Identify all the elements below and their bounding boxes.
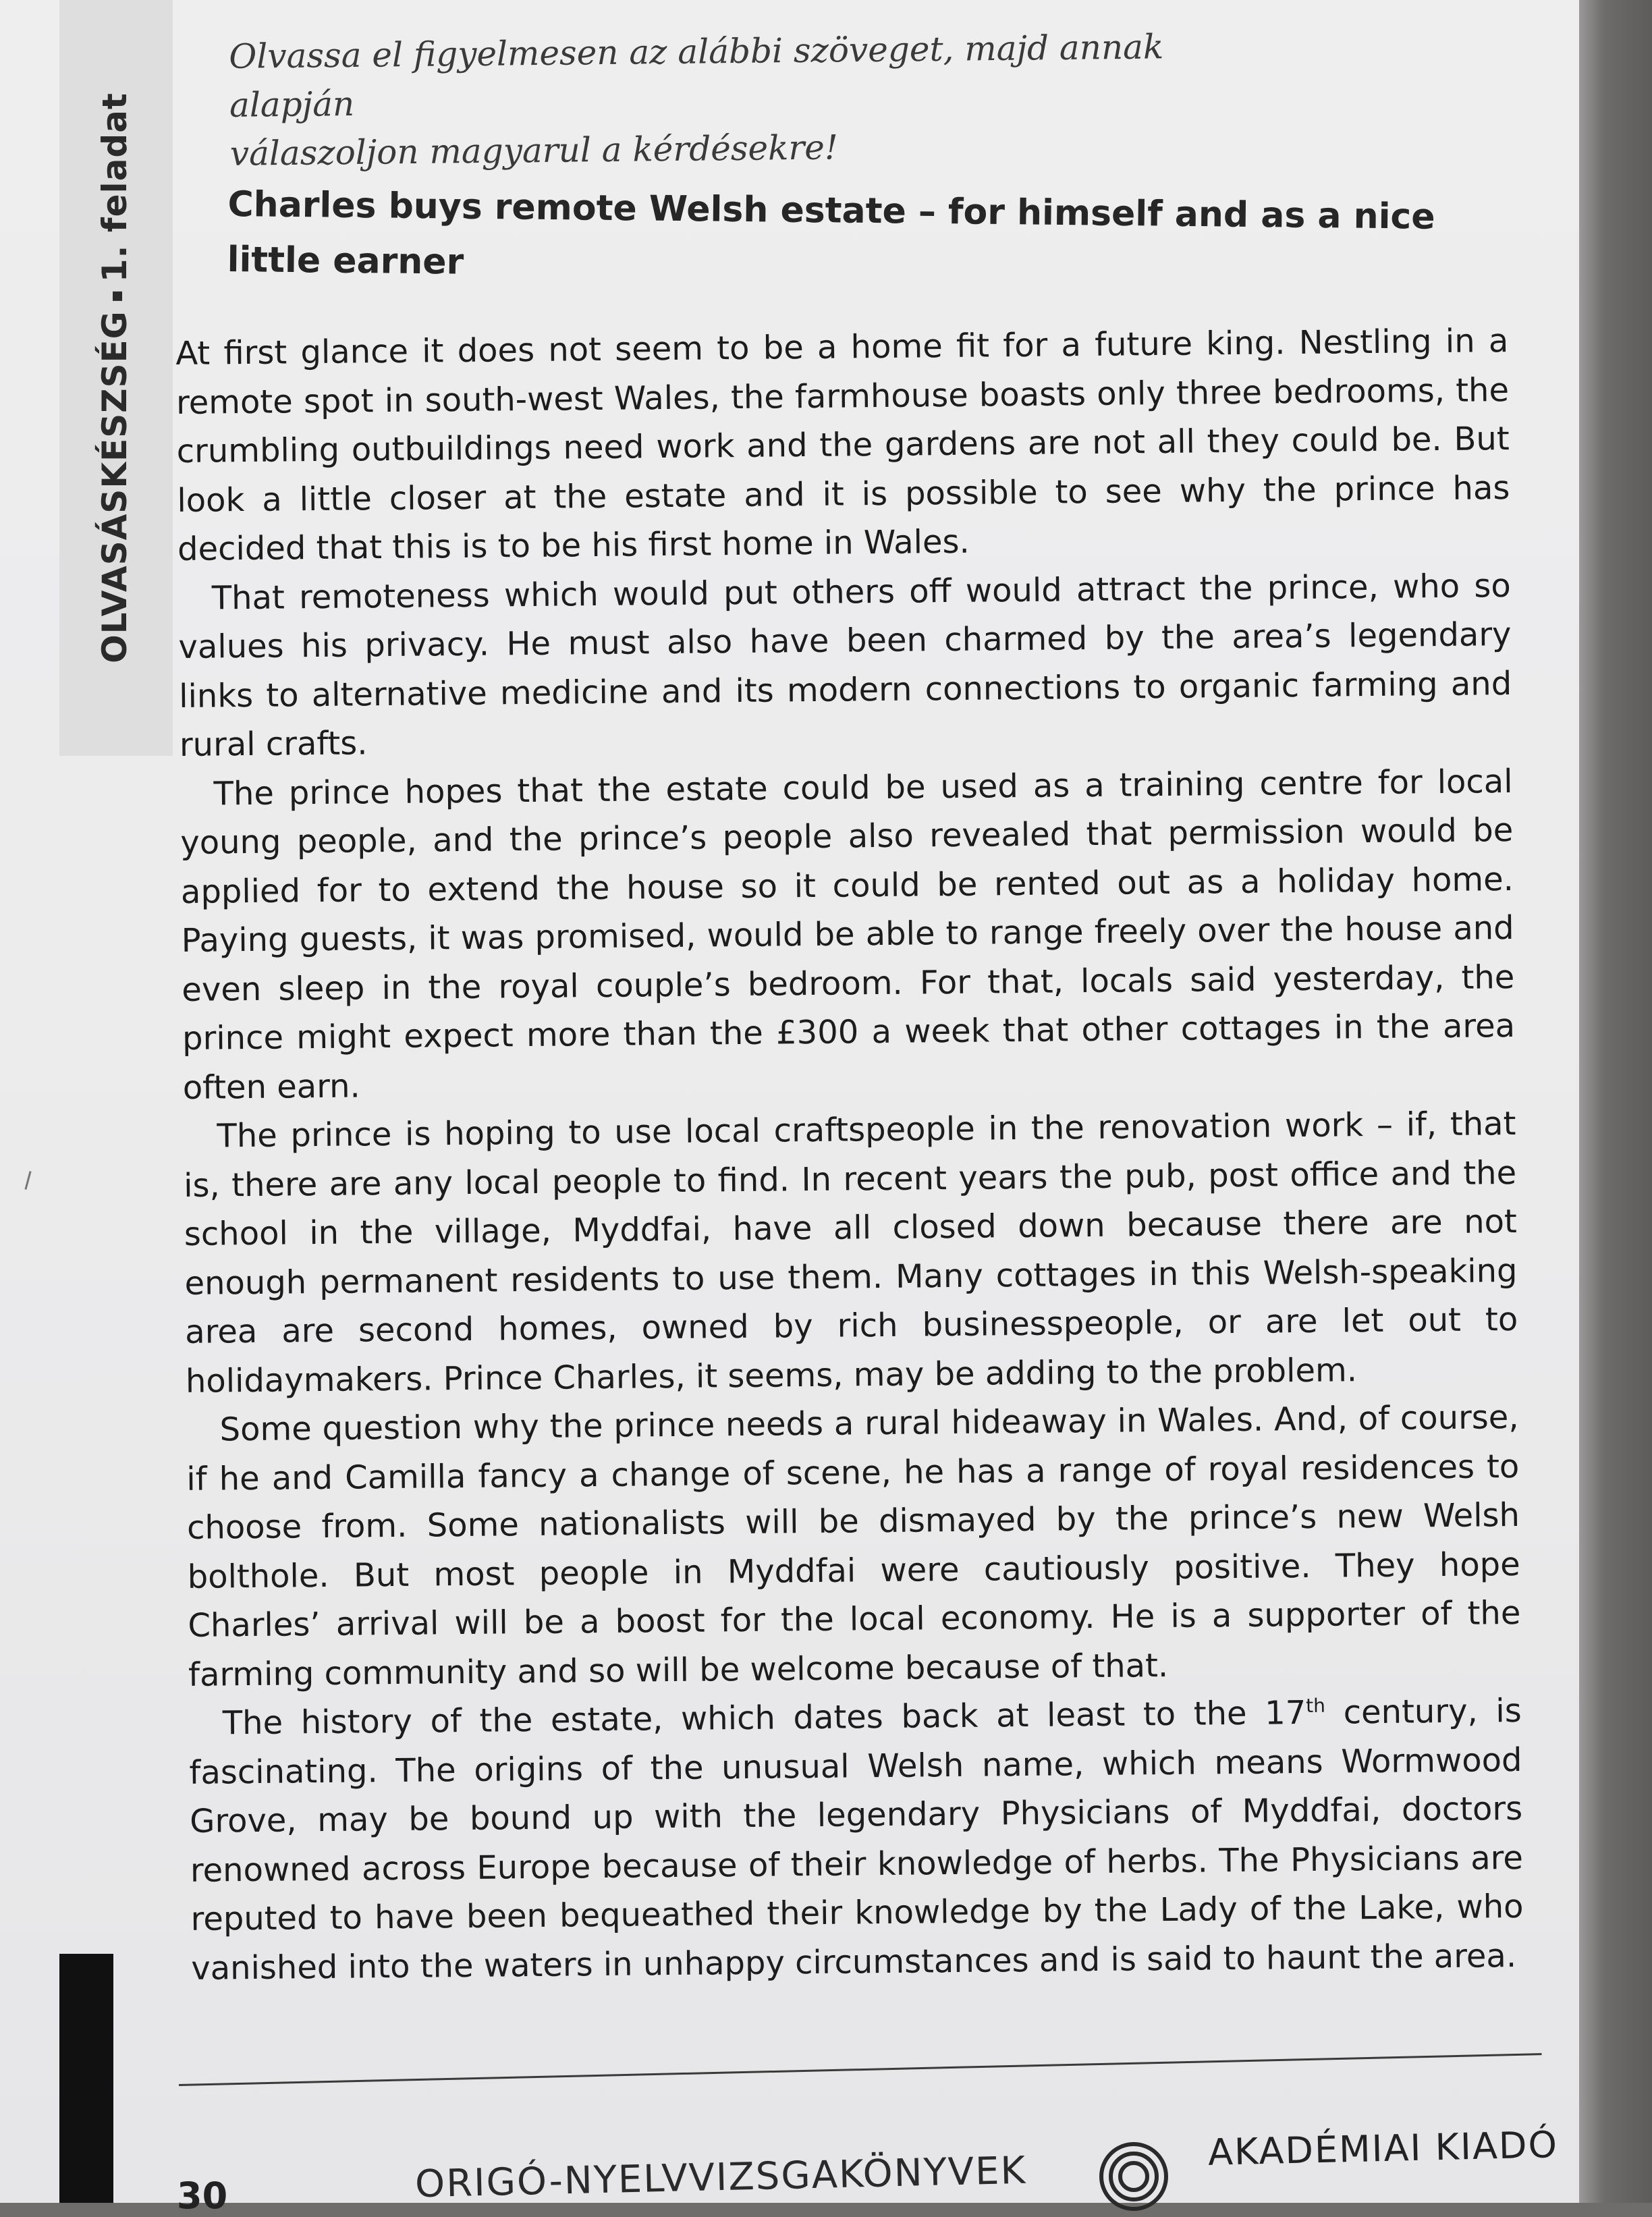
- paragraph: At first glance it does not seem to be a home fit for a future king. Nestling in a remote spot in south-west Wales, the farmhouse boasts only three bedrooms, the crumbling outbuildings need work and the gardens are not all they could be. But look a little closer at the estate and it is possible to see why the prince has decided that this is to be his first home in Wales.: [175, 322, 1510, 568]
- article-body: [175, 317, 1524, 1993]
- page-number: 30: [177, 2174, 228, 2217]
- paragraph-last: [188, 1687, 1524, 1993]
- instructions-line-2: válaszoljon magyarul a kérdésekre!: [229, 128, 839, 173]
- separator-square-icon: [113, 292, 122, 301]
- paragraph-text: century, is fascinating. The origins of the unusual Welsh name, which means Wormwood Grove, may be bound up with the legendary Physicians of Myddfai, doctors renowned across Europe because of their knowledge of herbs. The Physicians are reputed to have been bequeathed their knowledge by the Lady of the Lake, who vanished into the waters in unhappy circumstances and is said to haunt the area.: [189, 1691, 1524, 1988]
- footer-rule: [179, 2053, 1542, 2086]
- paragraph: That remoteness which would put others off would attract the prince, who so values his privacy. He must also have been charmed by the area’s legendary links to alternative medicine and its modern connections to organic farming and rural crafts.: [178, 566, 1512, 764]
- margin-pencil-mark: [24, 1171, 31, 1190]
- article-headline: Charles buys remote Welsh estate – for himself and as a nice little earner: [227, 184, 1435, 283]
- paragraph-text: The history of the estate, which dates back at least to the 17: [222, 1694, 1306, 1743]
- section-side-label: [95, 92, 134, 663]
- superscript: th: [1306, 1694, 1326, 1718]
- series-name: ORIGÓ-NYELVVIZSGAKÖNYVEK: [414, 2148, 1027, 2207]
- paragraph: Some question why the prince needs a rural hideaway in Wales. And, of course, if he and Camilla fancy a change of scene, he has a range of royal residences to choose from. Some nationalists will be dismayed by the prince’s new Welsh bolthole. But most people in Myddfai were cautiously positive. They hope Charles’ arrival will be a boost for the local economy. He is a supporter of the farming community and so will be welcome because of that.: [186, 1398, 1521, 1694]
- paragraph: The prince is hoping to use local craftspeople in the renovation work – if, that is, there are any local people to find. In recent years the pub, post office and the school in the village, Myddfai, have all closed down because there are not enough permanent residents to use them. Many cottages in this Welsh-speaking area are second homes, owned by rich businesspeople, or are let out to holidaymakers. Prince Charles, it seems, may be adding to the problem.: [183, 1104, 1518, 1400]
- paragraph: The prince hopes that the estate could be used as a training centre for local young people, and the prince’s people also revealed that permission would be applied for to extend the house so it could be rented out as a holiday home. Paying guests, it was promised, would be able to range freely over the house and even sleep in the royal couple’s bedroom. For that, locals said yesterday, the prince might expect more than the £300 a week that other cottages in the area often earn.: [180, 762, 1516, 1107]
- section-name: OLVASÁSKÉSZSÉG: [95, 310, 134, 663]
- page-footer: [0, 2112, 1579, 2217]
- instructions-line-1: Olvassa el figyelmesen az alábbi szöveget, majd annak alapján: [228, 27, 1164, 125]
- page-edge-shadow: [1579, 0, 1652, 2203]
- task-instructions: [229, 22, 1242, 178]
- publisher-name: AKADÉMIAI KIADÓ: [1207, 2123, 1559, 2174]
- task-number: 1. feladat: [95, 92, 134, 283]
